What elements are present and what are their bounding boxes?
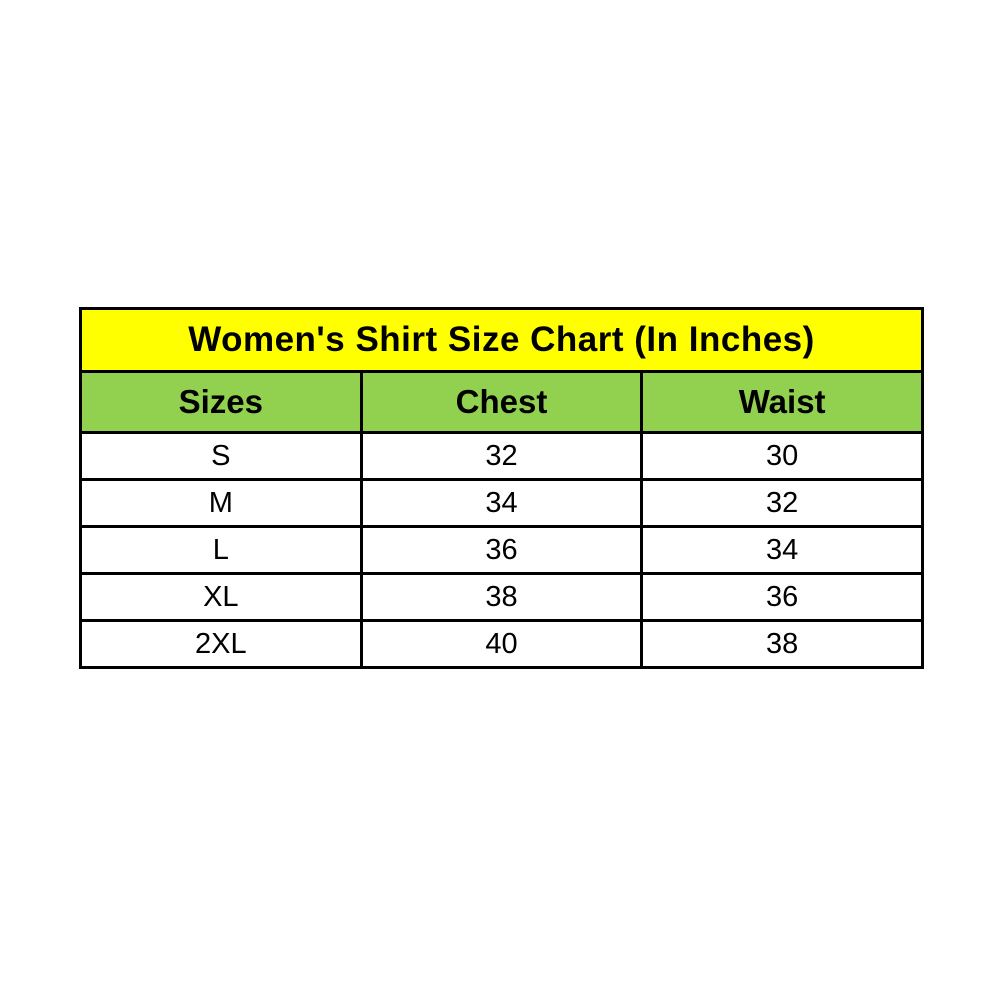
chest-cell: 32 [361,433,642,480]
table-row [81,527,923,574]
size-cell: S [81,433,362,480]
column-header-row [81,372,923,433]
size-cell: L [81,527,362,574]
table-row [81,574,923,621]
womens-shirt-size-chart [79,307,924,669]
table-row [81,480,923,527]
chest-cell: 40 [361,621,642,668]
chart-title-row [81,309,923,372]
waist-cell: 36 [642,574,923,621]
waist-cell: 32 [642,480,923,527]
size-cell: 2XL [81,621,362,668]
size-cell: XL [81,574,362,621]
size-chart-table [79,307,924,669]
waist-cell: 38 [642,621,923,668]
size-cell: M [81,480,362,527]
column-header-waist: Waist [642,372,923,433]
chest-cell: 38 [361,574,642,621]
waist-cell: 30 [642,433,923,480]
table-row [81,433,923,480]
chart-title: Women's Shirt Size Chart (In Inches) [81,309,923,372]
table-row [81,621,923,668]
column-header-sizes: Sizes [81,372,362,433]
waist-cell: 34 [642,527,923,574]
chest-cell: 34 [361,480,642,527]
chest-cell: 36 [361,527,642,574]
column-header-chest: Chest [361,372,642,433]
